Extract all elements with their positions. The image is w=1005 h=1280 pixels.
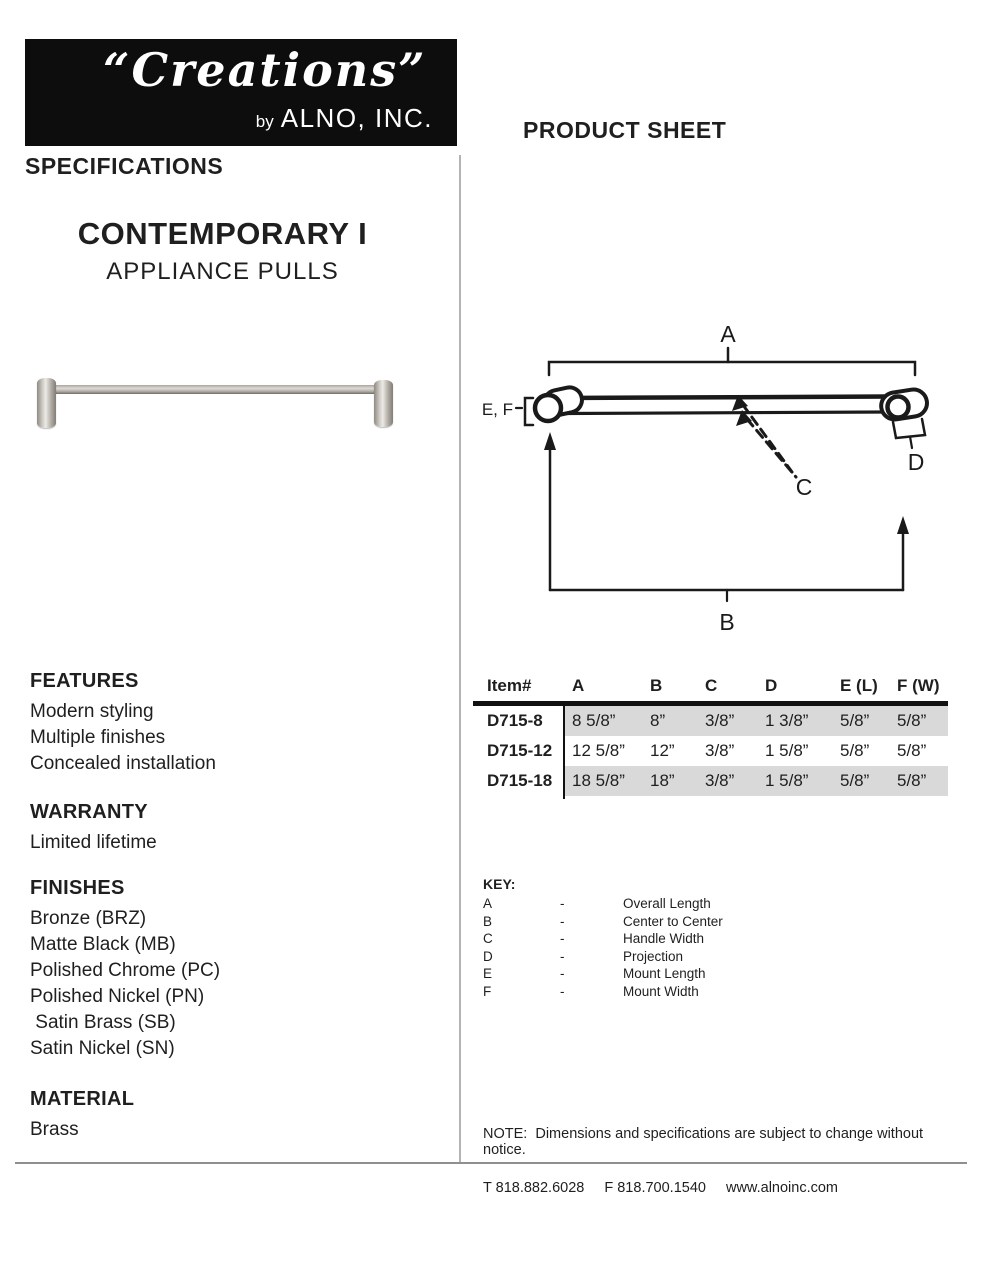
brand-by-text: by [255,112,274,131]
table-row [473,706,948,736]
key-separator: - [560,896,565,911]
key-description: Mount Width [623,983,699,999]
specifications-heading: SPECIFICATIONS [25,153,224,179]
value-a: 18 5/8” [572,771,625,790]
key-entry [483,913,903,931]
value-e: 5/8” [840,711,870,730]
footer-website: www.alnoinc.com [725,1180,838,1196]
key-letter: A [483,896,493,911]
a-bracket [549,362,915,375]
key-entry [483,895,903,913]
value-b: 12” [650,741,675,760]
dimension-diagram [470,308,1005,653]
diagram-label-a: A [720,321,736,347]
key-entry [483,948,903,966]
col-header-d: D [765,676,778,695]
value-b: 8” [650,711,666,730]
footer-phone: T 818.882.6028 [483,1180,585,1196]
key-entry [483,983,903,1001]
item-number: D715-12 [487,741,553,760]
value-b: 18” [650,771,675,790]
item-number: D715-18 [487,771,553,790]
features-section [30,670,450,777]
diagram-label-c: C [795,474,813,500]
d-bracket [893,419,925,438]
note-text: NOTE: Dimensions and specifications are subject to change without notice. [483,1126,928,1158]
finish-item: Polished Chrome (PC) [30,960,221,981]
footer-contact [483,1180,854,1196]
finish-item: Bronze (BRZ) [30,908,147,929]
footer-rule-line [15,1162,967,1164]
key-separator: - [560,913,565,929]
key-separator: - [560,983,565,999]
key-heading: KEY: [483,876,516,892]
value-a: 12 5/8” [572,741,625,760]
key-letter: E [483,966,493,981]
spec-table [473,669,948,796]
product-title-block [0,216,445,286]
c-leader-line-1 [743,405,792,472]
product-subtitle: APPLIANCE PULLS [106,258,339,285]
value-c: 3/8” [705,741,735,760]
key-description: Mount Length [623,966,706,981]
brand-logo-text: “Creations” [103,43,427,97]
col-header-b: B [650,676,663,695]
diagram-label-b: B [719,609,735,635]
product-photo-appliance-pull [35,376,395,432]
warranty-section [30,801,450,856]
product-title: CONTEMPORARY I [77,216,368,251]
brand-logo-byline [256,103,433,134]
finish-item: Satin Brass (SB) [30,1012,176,1033]
finishes-heading: FINISHES [30,877,125,899]
key-letter: F [483,983,492,999]
value-d: 1 5/8” [765,741,809,760]
key-letter: C [483,931,493,946]
key-legend [483,876,903,1000]
key-description: Overall Length [623,896,711,911]
value-d: 1 5/8” [765,771,809,790]
feature-item: Multiple finishes [30,727,166,748]
value-f: 5/8” [897,741,927,760]
feature-item: Concealed installation [30,753,216,774]
column-divider-line [459,155,461,1163]
value-c: 3/8” [705,711,735,730]
warranty-heading: WARRANTY [30,801,148,823]
warranty-item: Limited lifetime [30,832,157,853]
spec-table-header-row [473,669,948,701]
material-heading: MATERIAL [30,1088,135,1110]
value-a: 8 5/8” [572,711,616,730]
key-entry [483,965,903,983]
brand-company-name: ALNO, INC. [280,103,433,133]
finishes-section [30,877,450,1062]
value-d: 1 3/8” [765,711,809,730]
product-sheet-heading: PRODUCT SHEET [523,117,727,143]
finish-item: Matte Black (MB) [30,934,176,955]
table-column-divider [563,701,565,799]
features-heading: FEATURES [30,670,139,692]
material-item: Brass [30,1119,79,1140]
key-letter: D [483,948,493,964]
key-description: Projection [623,948,684,964]
diagram-label-ef: E, F [481,400,513,419]
pull-left-post [37,378,56,428]
brand-logo-script [103,43,518,97]
c-leader-line-2 [747,419,796,477]
value-c: 3/8” [705,771,735,790]
pull-bar [48,385,382,394]
value-f: 5/8” [897,771,927,790]
col-header-e: E (L) [840,676,878,695]
key-separator: - [560,966,565,981]
diagram-label-d: D [907,449,925,475]
footer-fax: F 818.700.1540 [604,1180,706,1196]
material-section [30,1088,450,1143]
key-separator: - [560,948,565,964]
finish-item: Polished Nickel (PN) [30,986,205,1007]
value-e: 5/8” [840,771,870,790]
handle-right-endcap [888,397,909,418]
col-header-a: A [572,676,585,695]
table-row [473,736,948,766]
handle-left-endcap [535,395,561,421]
key-description: Center to Center [623,913,723,929]
col-header-item: Item# [487,676,532,695]
finish-item: Satin Nickel (SN) [30,1038,175,1059]
feature-item: Modern styling [30,701,154,722]
value-e: 5/8” [840,741,870,760]
item-number: D715-8 [487,711,543,730]
handle-bar-top-line [560,397,890,399]
brand-logo-box [25,39,518,146]
pull-right-post [374,380,393,427]
col-header-f: F (W) [897,676,940,695]
ef-bracket [525,398,533,425]
table-row [473,766,948,796]
key-description: Handle Width [623,931,705,946]
value-f: 5/8” [897,711,927,730]
col-header-c: C [705,676,718,695]
d-bracket-stem [910,437,912,449]
key-entry [483,930,903,948]
handle-bar-bottom-line [564,412,887,414]
key-letter: B [483,913,493,929]
registered-trademark-icon: ® [505,61,518,77]
key-separator: - [560,931,565,946]
